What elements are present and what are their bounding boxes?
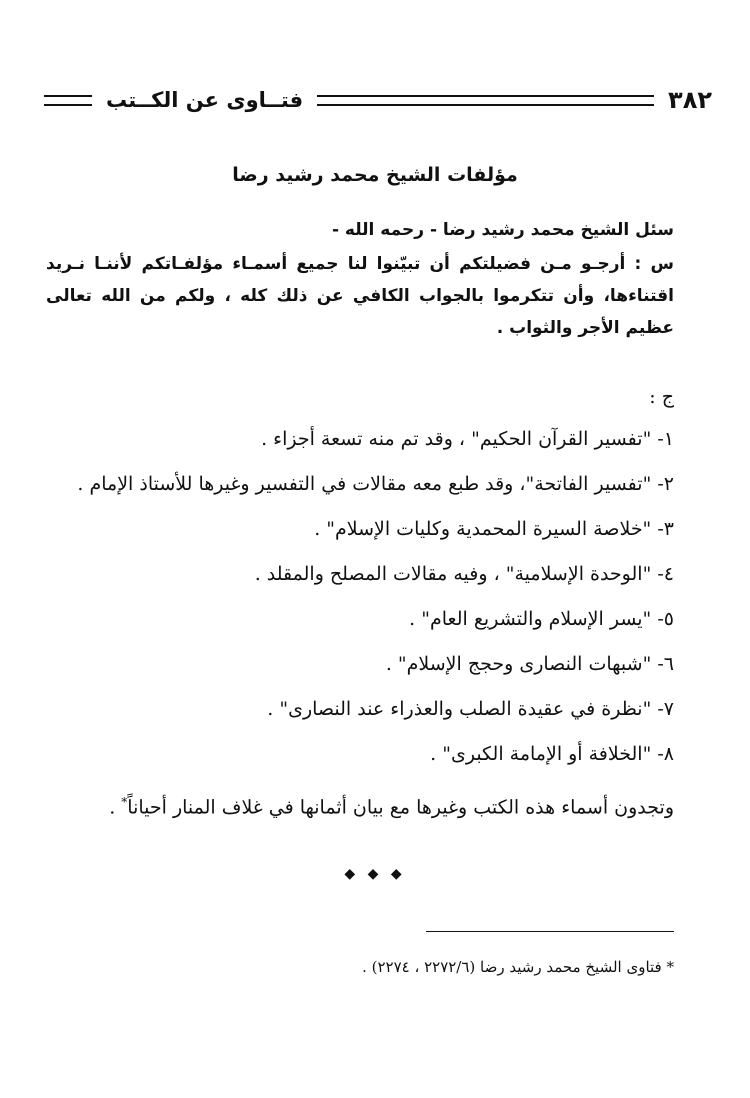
list-item [46,424,674,454]
list-item-text: "الخلافة أو الإمامة الكبرى" . [430,743,652,765]
running-title: فتــاوى عن الكــتب [106,88,304,112]
question-block [46,214,674,344]
question-text: س : أرجـو مـن فضيلتكم أن تبيّنوا لنا جميع أسمـاء مؤلفـاتكم لأننـا نـريد اقتناءها، وأن تتكرموا بالجواب الكافي عن ذلك كله ، ولكم من الله تعالى عظيم الأجر والثواب . [46,254,674,338]
list-item [46,559,674,589]
answer-block [46,382,674,822]
list-item-text: "يسر الإسلام والتشريع العام" . [409,608,652,630]
list-item-number: ٣- [657,518,674,540]
answer-list [46,424,674,769]
running-header [40,82,712,118]
list-item [46,514,674,544]
closing-note [46,787,674,822]
list-item-number: ٥- [657,608,674,630]
closing-note-end: . [109,796,122,819]
list-item [46,694,674,724]
list-item-number: ٨- [657,743,674,765]
page-number: ٣٨٢ [668,86,712,114]
footnote-rule [426,931,674,932]
list-item-text: "تفسير الفاتحة"، وقد طبع معه مقالات في التفسير وغيرها للأستاذ الإمام . [77,473,652,495]
list-item-text: "شبهات النصارى وحجج الإسلام" . [385,653,652,675]
section-title: مؤلفات الشيخ محمد رشيد رضا [232,164,518,186]
closing-note-text: وتجدون أسماء هذه الكتب وغيرها مع بيان أثمانها في غلاف المنار أحياناً [127,796,674,819]
list-item [46,649,674,679]
diamond-separator-icon: ◆ ◆ ◆ [344,866,406,882]
list-item-number: ٢- [657,473,674,495]
question-attribution: سئل الشيخ محمد رشيد رضا - رحمه الله - [331,220,674,240]
list-item-text: "الوحدة الإسلامية" ، وفيه مقالات المصلح والمقلد . [254,563,652,585]
header-rule-right [317,95,654,106]
footnote: * فتاوى الشيخ محمد رشيد رضا (٢٢٧٢/٦ ، ٢٢٧٤) . [362,958,674,976]
answer-label: ج : [649,386,674,408]
list-item-text: "نظرة في عقيدة الصلب والعذراء عند النصارى" . [267,698,652,720]
header-rule-left [44,95,92,106]
list-item [46,469,674,499]
list-item [46,604,674,634]
list-item-number: ٤- [657,563,674,585]
list-item-number: ٧- [657,698,674,720]
footnote-marker: * [121,795,128,809]
list-item [46,739,674,769]
list-item-text: "تفسير القرآن الحكيم" ، وقد تم منه تسعة أجزاء . [261,428,652,450]
list-item-text: "خلاصة السيرة المحمدية وكليات الإسلام" . [314,518,652,540]
list-item-number: ٦- [657,653,674,675]
list-item-number: ١- [657,428,674,450]
